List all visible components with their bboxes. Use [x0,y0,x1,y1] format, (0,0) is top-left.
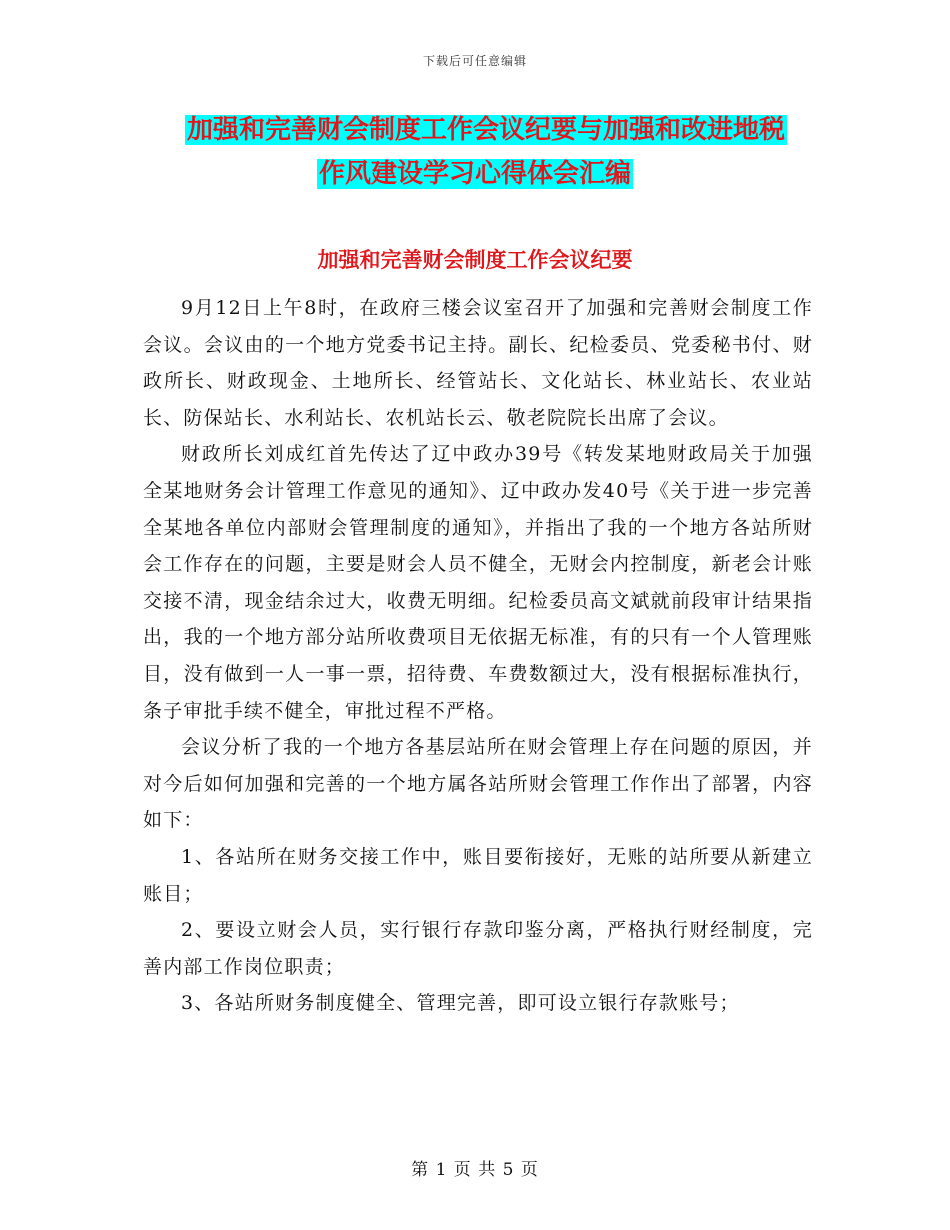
paragraph: 财政所长刘成红首先传达了辽中政办39号《转发某地财政局关于加强全某地财务会计管理工作意见的通知》、辽中政办发40号《关于进一步完善全某地各单位内部财会管理制度的通知》，并指出了我的一个地方各站所财会工作存在的问题，主要是财会人员不健全，无财会内控制度，新老会计账交接不清，现金结余过大，收费无明细。纪检委员高文斌就前段审计结果指出，我的一个地方部分站所收费项目无依据无标准，有的只有一个人管理账目，没有做到一人一事一票，招待费、车费数额过大，没有根据标准执行，条子审批手续不健全，审批过程不严格。 [143,443,813,722]
document-title-line-2 [0,154,950,194]
paragraph: 9月12日上午8时，在政府三楼会议室召开了加强和完善财会制度工作会议。会议由的一个地方党委书记主持。副长、纪检委员、党委秘书付、财政所长、财政现金、土地所长、经管站长、文化站长、林业站长、农业站长、防保站长、水利站长、农机站长云、敬老院院长出席了会议。 [143,297,813,429]
paragraph: 会议分析了我的一个地方各基层站所在财会管理上存在问题的原因，并对今后如何加强和完善的一个地方属各站所财会管理工作作出了部署，内容如下： [143,736,813,832]
paragraph: 1、各站所在财务交接工作中，账目要衔接好，无账的站所要从新建立账目； [143,845,813,905]
page-header-note: 下载后可任意编辑 [422,54,527,68]
document-title-text-2: 作风建设学习心得体会汇编 [318,159,631,189]
paragraph: 3、各站所财务制度健全、管理完善，即可设立银行存款账号； [181,992,740,1015]
document-body [143,290,813,1022]
page-footer-number: 第 1 页 共 5 页 [411,1160,539,1180]
paragraph: 2、要设立财会人员，实行银行存款印鉴分离，严格执行财经制度，完善内部工作岗位职责； [143,919,813,978]
document-title-text-1: 加强和完善财会制度工作会议纪要与加强和改进地税 [186,115,785,145]
section-heading: 加强和完善财会制度工作会议纪要 [317,248,633,272]
document-title-line-1 [0,110,950,150]
